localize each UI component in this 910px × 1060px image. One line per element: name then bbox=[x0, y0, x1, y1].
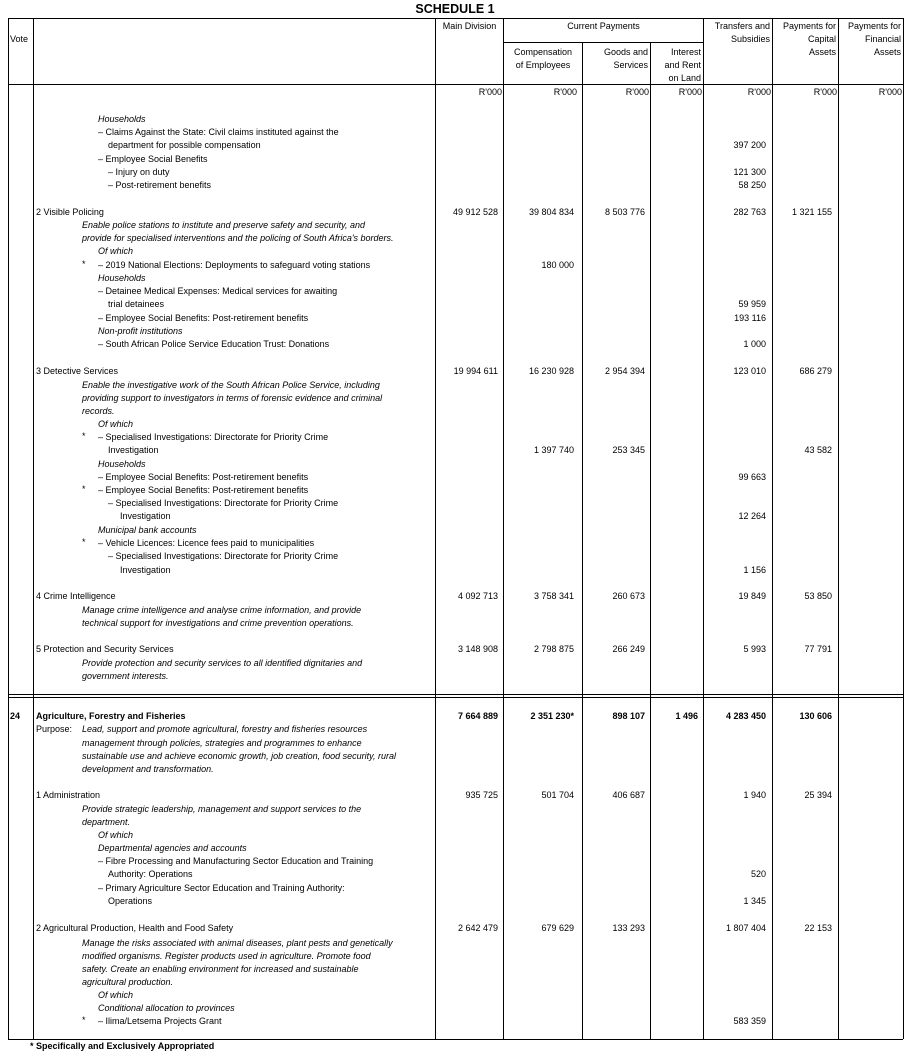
row-text: 2 Agricultural Production, Health and Food Safety bbox=[36, 923, 234, 933]
amount-tr: 1 000 bbox=[743, 339, 766, 349]
amount-main: 49 912 528 bbox=[452, 207, 498, 217]
amount-main: 19 994 611 bbox=[453, 366, 498, 376]
amount-cap: 25 394 bbox=[804, 790, 832, 800]
row-text: Lead, support and promote agricultural, forestry and fisheries resources bbox=[82, 724, 368, 734]
row-text: Households bbox=[98, 273, 146, 283]
header-bottom-border bbox=[8, 84, 903, 85]
col-line-goods bbox=[650, 42, 651, 1039]
row-text: provide for specialised interventions and the policing of South Africa's borders. bbox=[82, 233, 394, 243]
header-interest-line2: and Rent bbox=[664, 60, 701, 70]
header-interest-line1: Interest bbox=[670, 47, 701, 57]
amount-cap: 1 321 155 bbox=[791, 207, 832, 217]
amount-tr: 1 345 bbox=[743, 896, 766, 906]
row-text: Operations bbox=[108, 896, 153, 906]
row-text: Authority: Operations bbox=[108, 869, 193, 879]
purpose-label: Purpose: bbox=[36, 724, 73, 734]
amount-tr: 121 300 bbox=[733, 167, 766, 177]
unit-comp: R'000 bbox=[553, 87, 577, 97]
table-top-border bbox=[8, 18, 903, 19]
amount-tr: 4 283 450 bbox=[725, 711, 766, 721]
row-text: – Primary Agriculture Sector Education and Training Authority: bbox=[98, 883, 345, 893]
amount-tr: 123 010 bbox=[733, 366, 766, 376]
row-text: 5 Protection and Security Services bbox=[36, 644, 174, 654]
amount-tr: 12 264 bbox=[738, 511, 766, 521]
row-text: Investigation bbox=[120, 511, 171, 521]
row-text: providing support to investigators in terms of forensic evidence and criminal bbox=[82, 393, 383, 403]
amount-goods: 266 249 bbox=[612, 644, 645, 654]
amount-goods: 406 687 bbox=[612, 790, 645, 800]
row-text: – Employee Social Benefits: Post-retirement benefits bbox=[98, 485, 309, 495]
header-capital-line1: Payments for bbox=[782, 21, 836, 31]
amount-cap: 43 582 bbox=[804, 445, 832, 455]
header-transfers-line1: Transfers and bbox=[714, 21, 770, 31]
header-compensation bbox=[504, 46, 582, 72]
vote-separator-bottom bbox=[8, 697, 903, 698]
row-text: department. bbox=[82, 817, 131, 827]
header-financial bbox=[839, 20, 901, 59]
amount-tr: 520 bbox=[750, 869, 766, 879]
row-text: development and transformation. bbox=[82, 764, 214, 774]
amount-goods: 8 503 776 bbox=[604, 207, 645, 217]
amount-comp: 3 758 341 bbox=[533, 591, 574, 601]
row-text: – Fibre Processing and Manufacturing Sector Education and Training bbox=[98, 856, 374, 866]
row-text: trial detainees bbox=[108, 299, 165, 309]
row-text: Municipal bank accounts bbox=[98, 525, 197, 535]
header-goods bbox=[584, 46, 648, 72]
amount-tr: 1 940 bbox=[743, 790, 766, 800]
amount-comp: 16 230 928 bbox=[528, 366, 574, 376]
header-interest bbox=[652, 46, 701, 85]
row-text: Non-profit institutions bbox=[98, 326, 183, 336]
header-interest-line3: on Land bbox=[668, 73, 701, 83]
header-goods-line1: Goods and bbox=[603, 47, 648, 57]
header-main-division: Main Division bbox=[442, 21, 497, 31]
appropriation-marker: * bbox=[82, 1015, 86, 1025]
amount-comp: 2 351 230* bbox=[530, 711, 574, 721]
row-text: – Specialised Investigations: Directorate for Priority Crime bbox=[98, 432, 329, 442]
amount-tr: 583 359 bbox=[733, 1016, 766, 1026]
schedule-title: SCHEDULE 1 bbox=[415, 2, 495, 16]
row-text: Households bbox=[98, 114, 146, 124]
row-text: Enable police stations to institute and preserve safety and security, and bbox=[82, 220, 365, 230]
amount-comp: 501 704 bbox=[541, 790, 574, 800]
amount-tr: 19 849 bbox=[738, 591, 766, 601]
row-text: – Vehicle Licences: Licence fees paid to municipalities bbox=[98, 538, 315, 548]
footnote: * Specifically and Exclusively Appropriated bbox=[30, 1041, 215, 1051]
amount-cap: 22 153 bbox=[804, 923, 832, 933]
unit-capital: R'000 bbox=[813, 87, 837, 97]
row-text: – Detainee Medical Expenses: Medical services for awaiting bbox=[98, 286, 338, 296]
col-line-comp bbox=[582, 42, 583, 1039]
row-text: modified organisms. Register products used in agriculture. Promote food bbox=[82, 951, 371, 961]
appropriation-marker: * bbox=[82, 537, 86, 547]
col-line-main bbox=[503, 18, 504, 1039]
amount-comp: 679 629 bbox=[541, 923, 574, 933]
row-text: – South African Police Service Education Trust: Donations bbox=[98, 339, 330, 349]
amount-main: 2 642 479 bbox=[457, 923, 498, 933]
row-text: Manage the risks associated with animal diseases, plant pests and genetically bbox=[82, 938, 393, 948]
amount-int: 1 496 bbox=[675, 711, 698, 721]
col-line-vote bbox=[33, 18, 34, 1039]
row-text: – Specialised Investigations: Directorate for Priority Crime bbox=[108, 498, 339, 508]
vote-number: 24 bbox=[10, 711, 21, 721]
row-text: Manage crime intelligence and analyse crime information, and provide bbox=[82, 605, 362, 615]
header-transfers bbox=[704, 20, 770, 46]
unit-main: R'000 bbox=[478, 87, 502, 97]
header-capital bbox=[773, 20, 836, 59]
header-vote: Vote bbox=[10, 34, 29, 44]
row-text: Of which bbox=[98, 830, 134, 840]
row-text: – Employee Social Benefits bbox=[98, 154, 208, 164]
row-text: 3 Detective Services bbox=[36, 366, 119, 376]
row-text: sustainable use and achieve economic growth, job creation, food security, rural bbox=[82, 751, 397, 761]
row-text: Conditional allocation to provinces bbox=[98, 1003, 235, 1013]
amount-comp: 39 804 834 bbox=[528, 207, 574, 217]
row-text: technical support for investigations and crime prevention operations. bbox=[82, 618, 354, 628]
row-text: Of which bbox=[98, 419, 134, 429]
amount-goods: 898 107 bbox=[612, 711, 645, 721]
row-text: Investigation bbox=[120, 565, 171, 575]
row-text: – 2019 National Elections: Deployments to safeguard voting stations bbox=[98, 260, 371, 270]
header-financial-line3: Assets bbox=[873, 47, 901, 57]
row-text: – Employee Social Benefits: Post-retirement benefits bbox=[98, 472, 309, 482]
col-line-capital bbox=[838, 18, 839, 1039]
unit-transfers: R'000 bbox=[747, 87, 771, 97]
col-line-right bbox=[903, 18, 904, 1039]
amount-main: 4 092 713 bbox=[457, 591, 498, 601]
row-text: department for possible compensation bbox=[108, 140, 261, 150]
appropriation-marker: * bbox=[82, 259, 86, 269]
header-financial-line1: Payments for bbox=[847, 21, 901, 31]
row-text: safety. Create an enabling environment for increased and sustainable bbox=[82, 964, 359, 974]
amount-tr: 282 763 bbox=[733, 207, 766, 217]
unit-interest: R'000 bbox=[678, 87, 702, 97]
col-line-transfers bbox=[772, 18, 773, 1039]
header-financial-line2: Financial bbox=[864, 34, 901, 44]
appropriation-marker: * bbox=[82, 431, 86, 441]
amount-goods: 253 345 bbox=[612, 445, 645, 455]
row-text: Of which bbox=[98, 990, 134, 1000]
row-text: Departmental agencies and accounts bbox=[98, 843, 247, 853]
amount-tr: 193 116 bbox=[734, 313, 766, 323]
header-compensation-line2: of Employees bbox=[515, 60, 571, 70]
row-text: – Claims Against the State: Civil claims instituted against the bbox=[98, 127, 339, 137]
row-text: Provide strategic leadership, management and support services to the bbox=[82, 804, 362, 814]
amount-goods: 2 954 394 bbox=[604, 366, 645, 376]
row-text: Investigation bbox=[108, 445, 159, 455]
amount-cap: 686 279 bbox=[799, 366, 832, 376]
header-goods-line2: Services bbox=[613, 60, 648, 70]
table-bottom-border bbox=[8, 1039, 903, 1040]
row-text: Of which bbox=[98, 246, 134, 256]
vote-separator-top bbox=[8, 694, 903, 695]
row-text: Provide protection and security services to all identified dignitaries and bbox=[82, 658, 363, 668]
header-capital-line2: Capital bbox=[807, 34, 836, 44]
row-text: – Post-retirement benefits bbox=[108, 180, 212, 190]
amount-tr: 397 200 bbox=[733, 140, 766, 150]
amount-tr: 99 663 bbox=[738, 472, 766, 482]
col-line-desc bbox=[435, 18, 436, 1039]
row-text: 2 Visible Policing bbox=[36, 207, 104, 217]
amount-cap: 77 791 bbox=[804, 644, 832, 654]
amount-goods: 133 293 bbox=[612, 923, 645, 933]
row-text: – Ilima/Letsema Projects Grant bbox=[98, 1016, 222, 1026]
amount-comp: 1 397 740 bbox=[533, 445, 574, 455]
row-text: management through policies, strategies and programmes to enhance bbox=[82, 738, 362, 748]
header-transfers-line2: Subsidies bbox=[730, 34, 770, 44]
appropriation-marker: * bbox=[82, 484, 86, 494]
amount-goods: 260 673 bbox=[612, 591, 645, 601]
current-payments-rule bbox=[503, 42, 703, 43]
header-capital-line3: Assets bbox=[808, 47, 836, 57]
row-text: government interests. bbox=[82, 671, 169, 681]
row-text: agricultural production. bbox=[82, 977, 174, 987]
amount-cap: 130 606 bbox=[799, 711, 832, 721]
amount-comp: 180 000 bbox=[541, 260, 574, 270]
amount-main: 3 148 908 bbox=[457, 644, 498, 654]
row-text: 1 Administration bbox=[36, 790, 101, 800]
row-text: – Specialised Investigations: Directorate for Priority Crime bbox=[108, 551, 339, 561]
amount-cap: 53 850 bbox=[804, 591, 832, 601]
row-text: 4 Crime Intelligence bbox=[36, 591, 116, 601]
amount-tr: 59 959 bbox=[738, 299, 766, 309]
amount-main: 7 664 889 bbox=[457, 711, 498, 721]
amount-tr: 1 807 404 bbox=[725, 923, 766, 933]
amount-comp: 2 798 875 bbox=[533, 644, 574, 654]
col-line-left bbox=[8, 18, 9, 1039]
row-text: records. bbox=[82, 406, 115, 416]
amount-tr: 58 250 bbox=[738, 180, 766, 190]
row-text: – Employee Social Benefits: Post-retirement benefits bbox=[98, 313, 309, 323]
row-text: Households bbox=[98, 459, 146, 469]
row-text: Enable the investigative work of the South African Police Service, including bbox=[82, 380, 380, 390]
amount-tr: 1 156 bbox=[743, 565, 766, 575]
row-text: – Injury on duty bbox=[108, 167, 170, 177]
amount-main: 935 725 bbox=[465, 790, 498, 800]
unit-goods: R'000 bbox=[625, 87, 649, 97]
unit-financial: R'000 bbox=[878, 87, 902, 97]
row-text: Agriculture, Forestry and Fisheries bbox=[36, 711, 186, 721]
amount-tr: 5 993 bbox=[743, 644, 766, 654]
header-compensation-line1: Compensation bbox=[513, 47, 573, 57]
header-current-payments: Current Payments bbox=[567, 21, 640, 31]
